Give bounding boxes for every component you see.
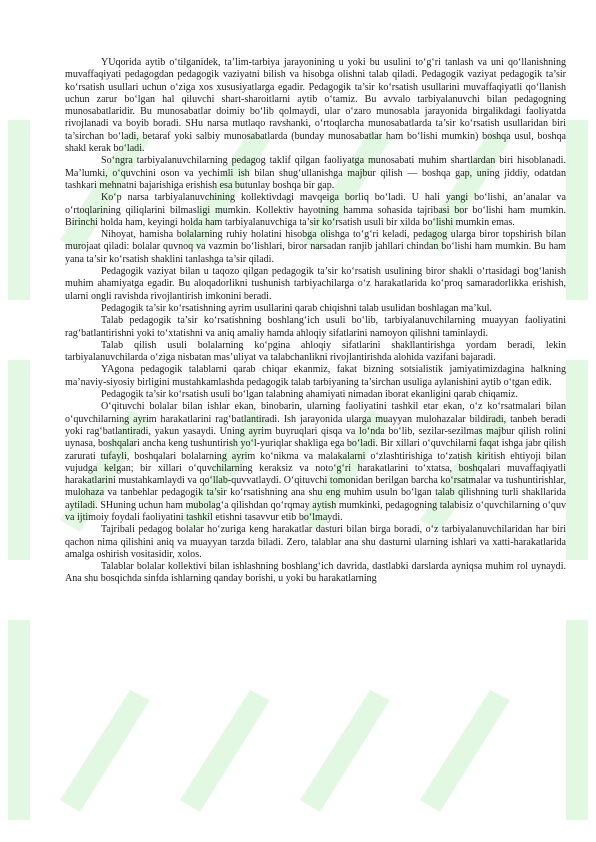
paragraph: YAgona pedagogik talablarni qarab chiqar ekanmiz, fakat bizning sotsialistik jamiyatimizdagina halkning ma’naviy-siyosiy birligini mustahkamlashda pedagogik talab tarbiyaning ta’sirchan usuliga aylanishini aytib o‘tgan edik. [65,364,566,388]
paragraph: Talab qilish usuli bolalarning ko‘pgina ahloqiy sifatlarini shakllantirishga yordam beradi, lekin tarbiyalanuvchilarda o‘ziga nisbatan mas’uliyat va talabchanlikni rivojlantirishda alohida vazifani bajaradi. [65,339,566,364]
paragraph: Talablar bolalar kollektivi bilan ishlashning boshlang‘ich davrida, dastlabki darslarda ayniqsa muhim rol uynaydi. Ana shu bosqichda sinfda ishlarning qanday borishi, u yoki bu harakatlarning [65,561,566,585]
paragraph: Tajribali pedagog bolalar ho‘zuriga keng harakatlar dasturi bilan birga boradi, o‘z tarbiyalanuvchilaridan har biri qachon nima qilishini aniq va muayyan tarzda biladi. Zero, talablar ana shu dasturni ularning ishlari va xatti-harakatlarida amalga oshirish vositasidir, xolos. [65,524,566,560]
paragraph: Ko‘p narsa tarbiyalanuvchining kollektivdagi mavqeiga borliq bo‘ladi. U hali yangi bo‘lishi, an’analar va o‘rtoqlarining qiliqlarini bilmasligi mumkin. Kollektiv hayotning hamma sohasida tajribasi bor bo‘lishi ham mumkin. Birinchi holda ham, keyingi holda ham tarbiyalanuvchiga ta’sir ko‘rsatish usuli bir xilda bo‘lishi mumkin emas. [65,192,566,228]
paragraph: Pedagogik ta’sir ko‘rsatishning ayrim usullarini qarab chiqishni talab usulidan boshlagan ma’kul. [101,302,492,314]
paragraph: So‘ngra tarbiyalanuvchilarning pedagog taklif qilgan faoliyatga munosabati muhim shartlardan biri hisoblanadi. Ma’lumki, o‘quvchini oson va yechimli ish bilan shug‘ullanishga majbur qilish — boshqa gap, uning jiddiy, odatdan tashkari mehnatni bajarishiga erishish esa butunlay boshqa bir gap. [65,155,566,191]
paragraph: YUqorida aytib o‘tilganidek, ta’lim-tarbiya jarayonining u yoki bu usulini to‘g‘ri tanlash va uni qo‘llanishning muvaffaqiyati pedagogdan pedagogik vaziyatni bilish va hisobga olishni talab qiladi. Pedagogik vaziyat pedagogik ta’sir ko‘rsatish usullari uchun o‘ziga xos xususiyatlarga egadir. Pedagogik ta’sir ko‘rsatish usullarini muvaffaqiyatli qo‘llanish uchun zarur bo‘lgan hal qiluvchi shart-sharoitlarni aytib o‘tamiz. Bu avvalo tarbiyalanuvchi bilan pedagogning munosabatlaridir. Bu munosabatlar doimiy bo‘lib qolmaydi, ular o‘zaro munosabla jarayonida birgalikdagi faoliyatda rivojlanadi va boyib boradi. SHu narsa mutlaqo ravshanki, o‘rtoqlarcha munosabatlarda ta’sir ko‘rsatish usullaridan biri ta’sirchan bo‘ladi, betaraf yoki salbiy munosabatlarda (bunday munosabatlar ham bo‘lishi mumkin) boshqa usul, boshqa shakl kerak bo‘ladi. [65,57,566,155]
paragraph: Nihoyat, hamisha bolalarning ruhiy holatini hisobga olishga to‘g‘ri keladi, pedagog ularga biror topshirish bilan murojaat qiladi: bolalar quvnoq va vazmin bo‘lishlari, biror narsadan ranjib jahllari chindan bo‘lishi ham mumkin. Bu ham yana ta’sir ko‘rsatish shaklini tanlashga ta’sir qiladi. [65,229,566,265]
paragraph: Pedagogik vaziyat bilan u taqozo qilgan pedagogik ta’sir ko‘rsatish usulining biror shakli o‘rtasidagi bog‘lanish muhim ahamiyatga egadir. Bu aloqadorlikni tushunish tarbiyachilarga o‘z harakatlarida ko‘proq samaradorlikka erishish, ularni ongli ravishda rivojlantirish imkonini beradi. [65,266,566,302]
paragraph: Pedagogik ta’sir ko‘rsatish usuli bo‘lgan talabning ahamiyati nimadan iborat ekanligini qarab chiqamiz. [101,389,518,401]
paragraph: Talab pedagogik ta’sir ko‘rsatishning boshlang‘ich usuli bo‘lib, tarbiyalanuvchilarning muayyan faoliyatini rag‘batlantirishni yoki to‘xtatishni va aniq amaliy hamda ahloqiy sifatlarini namoyon qilishni taminlaydi. [65,315,566,339]
document-body [65,57,566,586]
paragraph: O‘qituvchi bolalar bilan ishlar ekan, binobarin, ularning faoliyatini tashkil etar ekan, o‘z ko‘rsatmalari bilan o‘quvchilarning ayrim harakatlarini rag‘batlantiradi. Ish jarayonida ularga muayyan mulohazalar bildiradi, tanbeh beradi yoki rag‘batlantiradi, yakun yasaydi. Uning ayrim buyruqlari qisqa va lo‘nda bo‘lib, sezilar-sezilmas majbur qilish rolini uynasa, boshqalari ancha keng tushuntirish yo‘l-yuriqlar shakliga ega bo‘ladi. Bir xillari o‘quvchilarni faqat ishga jabr qilish zarurati tufayli, boshqalari bolalarning ayrim ko‘nikma va malakalarni o‘zlashtirishiga to‘zatish kiritish ehtiyoji bilan vujudga kelgan; bir xillari o‘quvchilarning keraksiz va noto‘g‘ri harakatlarini to‘xtatsa, boshqalari muvaffaqiyatli harakatlarini mustahkamlaydi va qo‘llab-quvvatlaydi. O‘qituvchi tomonidan berilgan barcha ko‘rsatmalar va tushuntirishlar, mulohaza va tanbehlar pedagogik ta’sir ko‘rsatishning ana shu eng muhim usuln bo‘lgan talab qilishning turli shakllarida aytiladi. SHuning uchun ham mubolag‘a qilishdan qo‘rqmay aytish mumkinki, pedagogning talabisiz o‘quvchilarning o‘quv va ijtimoiy foydali faoliyatini tashkil etishni tasavvur etib bo‘lmaydi. [65,401,566,523]
